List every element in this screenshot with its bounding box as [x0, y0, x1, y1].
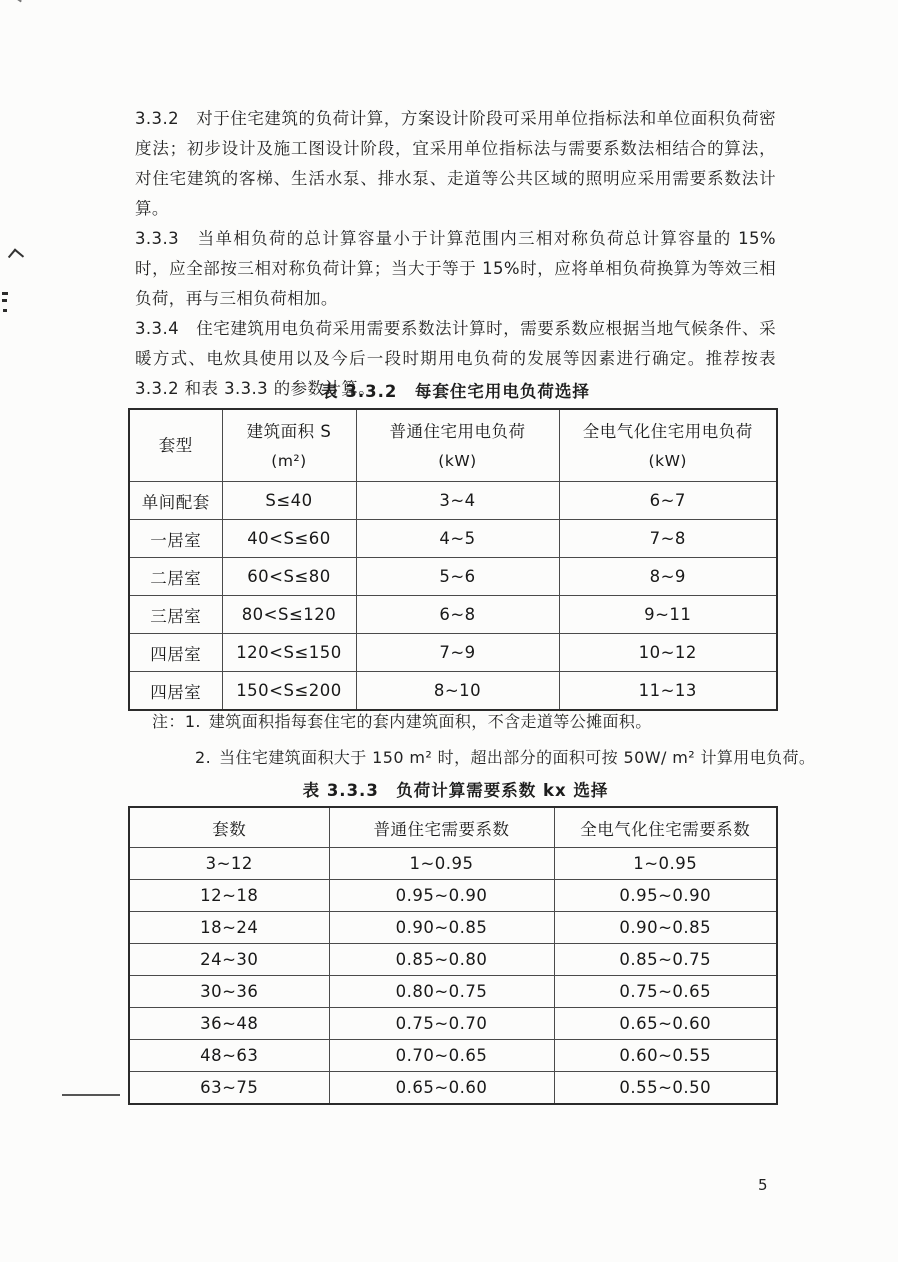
cell: 4~5 — [356, 520, 559, 558]
cell: 48~63 — [129, 1040, 329, 1072]
demand-coefficient-table — [128, 806, 778, 1105]
header-unit-type: 套型 — [129, 409, 222, 482]
cell: 150<S≤200 — [222, 672, 356, 711]
table-row — [129, 1040, 777, 1072]
scan-artifact — [62, 1094, 120, 1096]
header-building-area: 建筑面积 S (m²) — [222, 409, 356, 482]
table-row — [129, 912, 777, 944]
clause-3-3-3: 3.3.3 当单相负荷的总计算容量小于计算范围内三相对称负荷总计算容量的 15% 时，应全部按三相对称负荷计算；当大于等于 15%时，应将单相负荷换算为等效三相负荷，再与三相负荷相加。 — [135, 229, 776, 308]
clause-3-3-4: 3.3.4 住宅建筑用电负荷采用需要系数法计算时，需要系数应根据当地气候条件、采暖方式、电炊具使用以及今后一段时期用电负荷的发展等因素进行确定。推荐按表 3.3.2 和表 3.3.3 的参数计算。 — [135, 319, 776, 398]
note-text: 建筑面积指每套住宅的套内建筑面积，不含走道等公摊面积。 — [208, 712, 652, 731]
cell: 四居室 — [129, 634, 222, 672]
cell: 8~10 — [356, 672, 559, 711]
table-row — [129, 1008, 777, 1040]
cell: 0.70~0.65 — [329, 1040, 554, 1072]
cell: 8~9 — [559, 558, 777, 596]
cell: 11~13 — [559, 672, 777, 711]
table-row — [129, 1072, 777, 1105]
household-load-table — [128, 408, 778, 711]
cell: 10~12 — [559, 634, 777, 672]
table-header-row — [129, 409, 777, 482]
cell: S≤40 — [222, 482, 356, 520]
cell: 0.85~0.75 — [554, 944, 777, 976]
cell: 18~24 — [129, 912, 329, 944]
cell: 0.95~0.90 — [329, 880, 554, 912]
cell: 三居室 — [129, 596, 222, 634]
note-text: 当住宅建筑面积大于 150 m² 时，超出部分的面积可按 50W/ m² 计算用电负荷。 — [219, 748, 816, 767]
cell: 6~8 — [356, 596, 559, 634]
table-3-3-3-title: 表 3.3.3 负荷计算需要系数 kx 选择 — [302, 781, 609, 800]
cell: 1~0.95 — [329, 848, 554, 880]
cell: 3~4 — [356, 482, 559, 520]
note-2 — [195, 740, 816, 776]
cell: 0.80~0.75 — [329, 976, 554, 1008]
table-row — [129, 848, 777, 880]
header-unit-count: 套数 — [129, 807, 329, 848]
cell: 5~6 — [356, 558, 559, 596]
table-row — [129, 520, 777, 558]
scan-artifact — [2, 292, 8, 295]
scan-artifact — [0, 0, 22, 2]
table-notes — [152, 704, 816, 776]
cell: 0.75~0.70 — [329, 1008, 554, 1040]
cell: 0.85~0.80 — [329, 944, 554, 976]
cell: 0.90~0.85 — [554, 912, 777, 944]
table-row — [129, 634, 777, 672]
scan-artifact — [8, 248, 24, 264]
table-row — [129, 596, 777, 634]
table-row — [129, 976, 777, 1008]
scan-artifact — [3, 309, 7, 312]
table-row — [129, 482, 777, 520]
note-1 — [152, 704, 776, 740]
cell: 30~36 — [129, 976, 329, 1008]
table-3-3-2-title: 表 3.3.2 每套住宅用电负荷选择 — [321, 382, 590, 401]
table-row — [129, 558, 777, 596]
cell: 120<S≤150 — [222, 634, 356, 672]
cell: 0.90~0.85 — [329, 912, 554, 944]
cell: 36~48 — [129, 1008, 329, 1040]
header-ordinary-load: 普通住宅用电负荷 (kW) — [356, 409, 559, 482]
cell: 单间配套 — [129, 482, 222, 520]
cell: 四居室 — [129, 672, 222, 711]
cell: 24~30 — [129, 944, 329, 976]
table-row — [129, 944, 777, 976]
header-all-electric-coefficient: 全电气化住宅需要系数 — [554, 807, 777, 848]
cell: 63~75 — [129, 1072, 329, 1105]
cell: 6~7 — [559, 482, 777, 520]
cell: 0.60~0.55 — [554, 1040, 777, 1072]
note-number: 1. — [184, 712, 201, 731]
cell: 40<S≤60 — [222, 520, 356, 558]
note-number: 2. — [195, 748, 212, 767]
table-row — [129, 880, 777, 912]
table-header-row — [129, 807, 777, 848]
header-all-electric-load: 全电气化住宅用电负荷 (kW) — [559, 409, 777, 482]
scan-artifact — [2, 299, 7, 302]
cell: 一居室 — [129, 520, 222, 558]
page-number: 5 — [758, 1176, 768, 1194]
cell: 二居室 — [129, 558, 222, 596]
cell: 60<S≤80 — [222, 558, 356, 596]
cell: 0.75~0.65 — [554, 976, 777, 1008]
cell: 0.65~0.60 — [329, 1072, 554, 1105]
clause-3-3-2: 3.3.2 对于住宅建筑的负荷计算，方案设计阶段可采用单位指标法和单位面积负荷密度法；初步设计及施工图设计阶段，宜采用单位指标法与需要系数法相结合的算法，对住宅建筑的客梯、生活水泵、排水泵、走道等公共区域的照明应采用需要系数法计算。 — [135, 109, 776, 218]
note-prefix: 注： — [152, 712, 185, 731]
cell: 7~8 — [559, 520, 777, 558]
body-text — [135, 104, 776, 404]
cell: 0.65~0.60 — [554, 1008, 777, 1040]
cell: 0.55~0.50 — [554, 1072, 777, 1105]
cell: 3~12 — [129, 848, 329, 880]
cell: 9~11 — [559, 596, 777, 634]
cell: 0.95~0.90 — [554, 880, 777, 912]
cell: 12~18 — [129, 880, 329, 912]
cell: 80<S≤120 — [222, 596, 356, 634]
header-ordinary-coefficient: 普通住宅需要系数 — [329, 807, 554, 848]
cell: 7~9 — [356, 634, 559, 672]
cell: 1~0.95 — [554, 848, 777, 880]
